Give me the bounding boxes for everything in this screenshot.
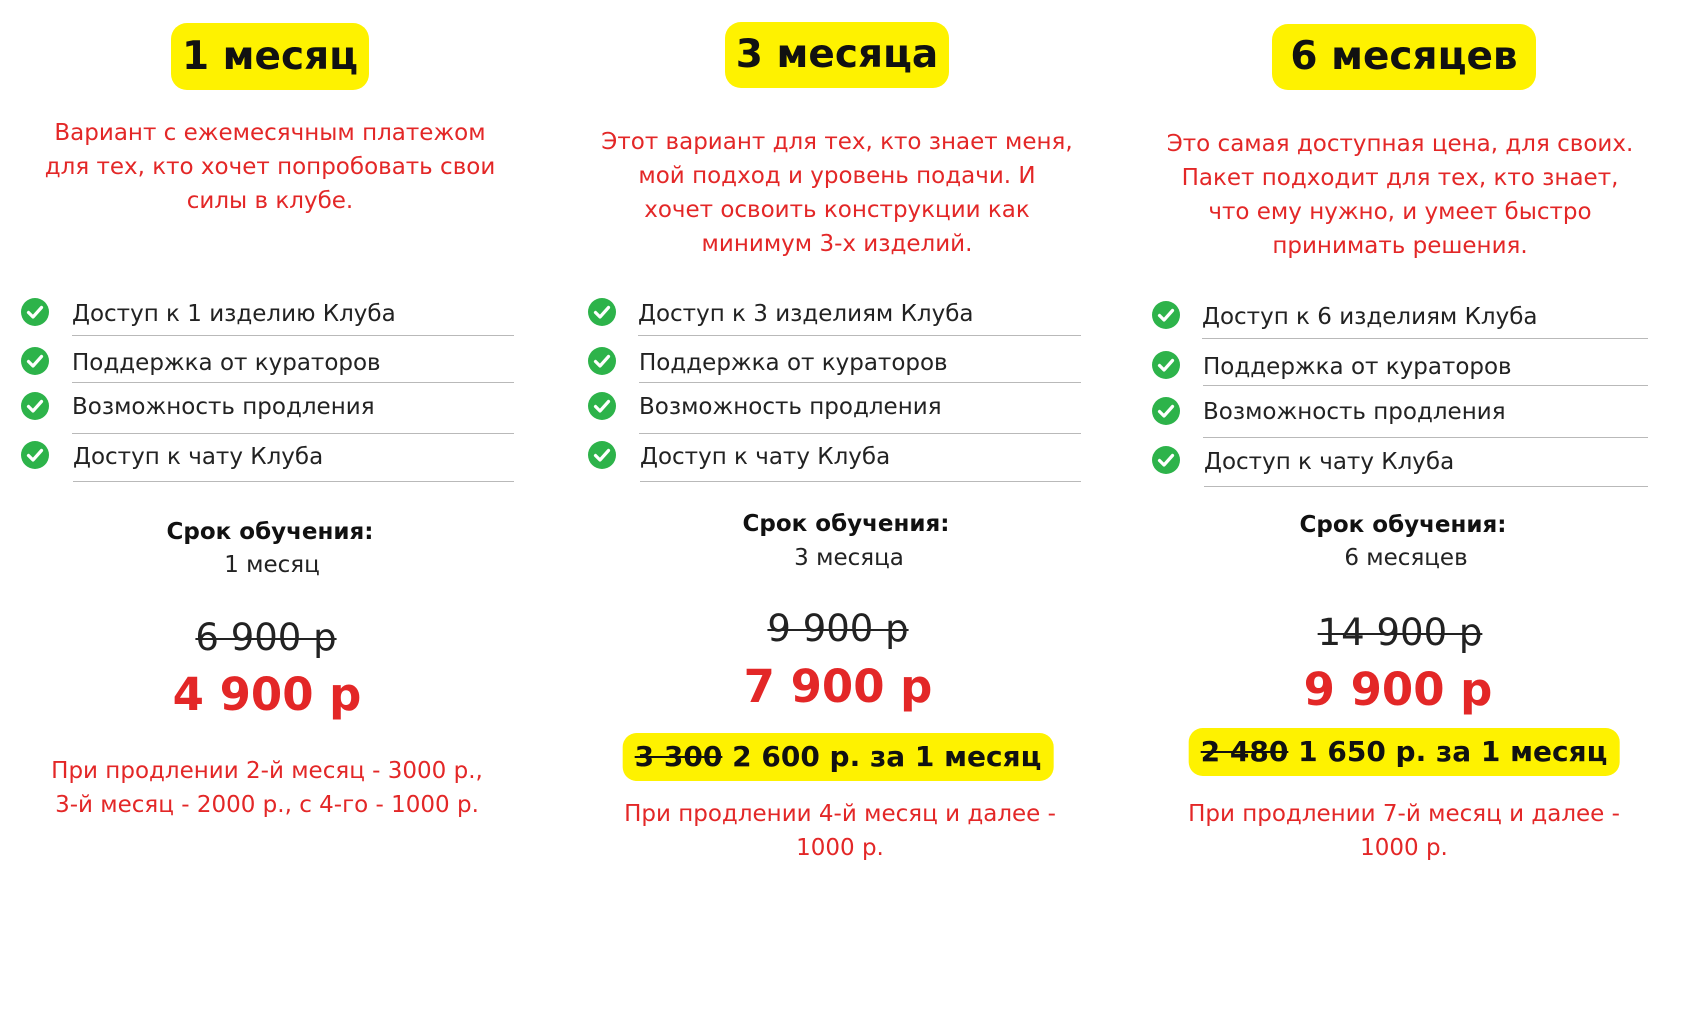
description-line: силы в клубе. <box>186 188 354 214</box>
feature-item <box>1151 396 1648 444</box>
renewal-line: 1000 р. <box>796 835 884 861</box>
description-line: хочет освоить конструкции как <box>644 197 1030 223</box>
divider <box>1204 486 1648 487</box>
monthly-new-price: 2 600 р. за 1 месяц <box>732 740 1042 773</box>
feature-label: Доступ к чату Клуба <box>640 444 891 470</box>
renewal-line: 3-й месяц - 2000 р., с 4-го - 1000 р. <box>55 792 479 818</box>
old-price: 9 900 р <box>767 607 909 650</box>
feature-label: Поддержка от кураторов <box>1203 354 1512 380</box>
plan-title: 6 месяцев <box>1272 24 1536 90</box>
new-price: 7 900 р <box>743 660 933 713</box>
check-circle-icon <box>1151 350 1181 380</box>
term-label: Срок обучения: <box>1299 512 1507 538</box>
description-line: Это самая доступная цена, для своих. <box>1166 131 1634 157</box>
term-label: Срок обучения: <box>742 511 950 537</box>
feature-label: Возможность продления <box>72 394 375 420</box>
feature-label: Доступ к чату Клуба <box>1204 449 1455 475</box>
description-line: мой подход и уровень подачи. И <box>638 163 1036 189</box>
feature-label: Поддержка от кураторов <box>72 350 381 376</box>
description-line: для тех, кто хочет попробовать свои <box>44 154 496 180</box>
description-line: Этот вариант для тех, кто знает меня, <box>601 129 1073 155</box>
description-line: минимум 3-х изделий. <box>701 231 973 257</box>
monthly-old-price: 2 480 <box>1200 735 1289 768</box>
description-line: Вариант с ежемесячным платежом <box>54 120 486 146</box>
check-circle-icon <box>1151 445 1181 475</box>
feature-label: Доступ к 6 изделиям Клуба <box>1202 304 1538 330</box>
feature-item <box>1151 350 1648 398</box>
new-price: 9 900 р <box>1303 663 1493 716</box>
term-value: 3 месяца <box>794 545 904 571</box>
check-circle-icon <box>1151 300 1181 330</box>
feature-label: Поддержка от кураторов <box>639 350 948 376</box>
description-line: что ему нужно, и умеет быстро <box>1208 199 1592 225</box>
new-price: 4 900 р <box>172 668 362 721</box>
renewal-line: При продлении 4-й месяц и далее - <box>624 801 1056 827</box>
check-circle-icon <box>1151 396 1181 426</box>
divider <box>1202 338 1648 339</box>
plan-title: 3 месяца <box>725 22 949 88</box>
monthly-new-price: 1 650 р. за 1 месяц <box>1298 735 1608 768</box>
description-line: Пакет подходит для тех, кто знает, <box>1181 165 1619 191</box>
plan-description <box>1167 127 1634 263</box>
divider <box>1203 437 1648 438</box>
feature-label: Возможность продления <box>1203 399 1506 425</box>
description-line: принимать решения. <box>1272 233 1528 259</box>
feature-item <box>1151 445 1648 493</box>
monthly-old-price: 3 300 <box>634 740 723 773</box>
renewal-note <box>1188 797 1620 865</box>
old-price: 14 900 р <box>1317 611 1483 654</box>
term-value: 6 месяцев <box>1344 545 1468 571</box>
feature-label: Доступ к 1 изделию Клуба <box>72 301 396 327</box>
term-label: Срок обучения: <box>166 519 374 545</box>
renewal-line: При продлении 2-й месяц - 3000 р., <box>51 758 483 784</box>
feature-label: Доступ к чату Клуба <box>73 444 324 470</box>
term-value: 1 месяц <box>224 552 320 578</box>
renewal-line: 1000 р. <box>1360 835 1448 861</box>
feature-label: Доступ к 3 изделиям Клуба <box>638 301 974 327</box>
divider <box>1203 385 1648 386</box>
feature-item <box>1151 300 1648 348</box>
old-price: 6 900 р <box>195 616 337 659</box>
renewal-line: При продлении 7-й месяц и далее - <box>1188 801 1620 827</box>
feature-label: Возможность продления <box>639 394 942 420</box>
plan-title: 1 месяц <box>171 23 369 90</box>
monthly-price-badge <box>1189 728 1620 776</box>
